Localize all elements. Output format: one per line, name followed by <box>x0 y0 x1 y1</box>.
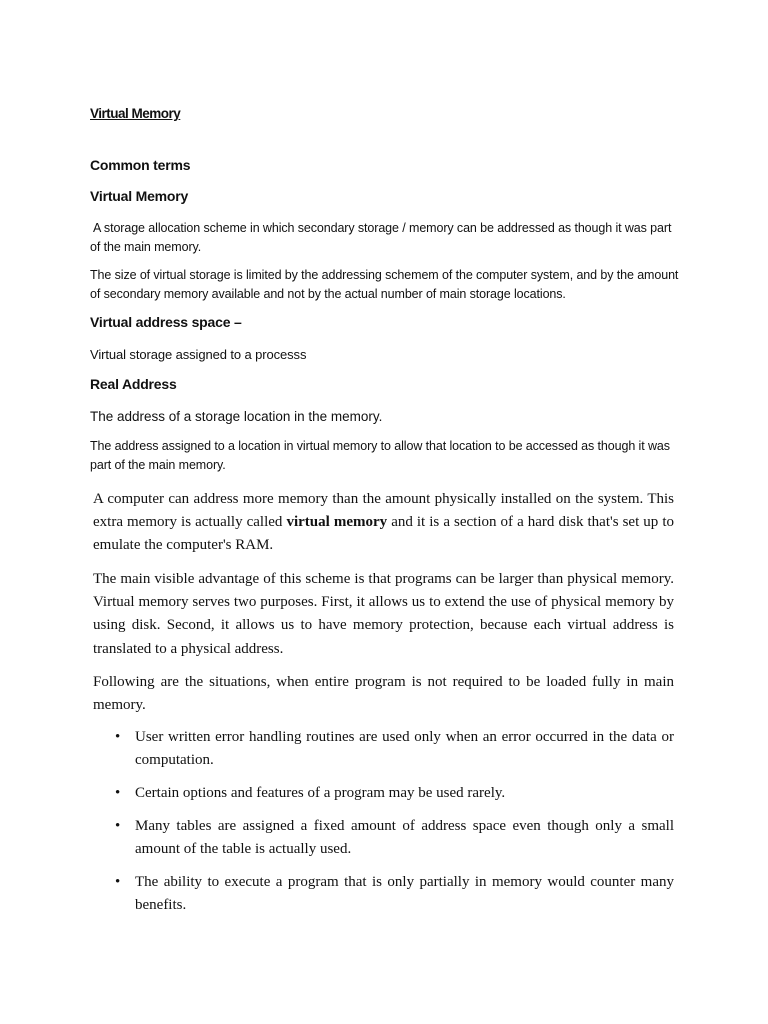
virtual-address-space-heading: Virtual address space – <box>90 314 242 330</box>
bullet-icon: • <box>115 817 121 834</box>
list-item <box>113 871 674 917</box>
document-title: Virtual Memory <box>90 106 181 121</box>
paragraph-situations: Following are the situations, when entire program is not required to be loaded fully in main memory. <box>93 674 674 714</box>
virtual-memory-definition: A storage allocation scheme in which secondary storage / memory can be addressed as though it was part of the main memory. <box>90 221 672 254</box>
bullet-icon: • <box>115 784 121 801</box>
list-item <box>113 815 674 861</box>
paragraph-intro-text-before: A computer can address more memory than the amount physically installed on the system. This extra memory is actually called <box>93 491 674 531</box>
virtual-storage-size-note: The size of virtual storage is limited by the addressing schemem of the computer system, and by the amount of secondary memory available and not by the actual number of main storage locations. <box>90 268 679 301</box>
list-item <box>113 782 674 805</box>
situations-bullet-list <box>113 726 674 926</box>
list-item-text: User written error handling routines are used only when an error occurred in the data or computation. <box>135 729 674 769</box>
list-item-text: The ability to execute a program that is only partially in memory would counter many benefits. <box>135 873 674 913</box>
paragraph-virtual-memory-intro <box>93 488 674 558</box>
common-terms-heading: Common terms <box>90 157 191 173</box>
paragraph-advantages: The main visible advantage of this scheme is that programs can be larger than physical memory. Virtual memory serves two purposes. First, it allows us to extend the use of physical memory by using disk. Second, it allows us to have memory protection, because each virtual address is translated to a physical address. <box>93 571 674 657</box>
bullet-icon: • <box>115 873 121 890</box>
paragraph-intro-text-after: and it is a section of a hard disk that's set up to emulate the computer's RAM. <box>93 514 674 554</box>
virtual-memory-heading: Virtual Memory <box>90 188 189 204</box>
list-item-text: Many tables are assigned a fixed amount of address space even though only a small amount of the table is actually used. <box>135 817 674 857</box>
bullet-icon: • <box>115 729 121 745</box>
list-item-text: Certain options and features of a program may be used rarely. <box>135 784 506 801</box>
virtual-memory-bold-term: virtual memory <box>286 514 388 531</box>
real-address-heading: Real Address <box>90 376 177 392</box>
real-address-definition: The address of a storage location in the memory. <box>90 409 383 424</box>
address-assigned-definition: The address assigned to a location in virtual memory to allow that location to be accessed as though it was part of the main memory. <box>90 439 670 472</box>
virtual-address-space-definition: Virtual storage assigned to a processs <box>90 347 307 362</box>
list-item <box>113 726 674 772</box>
